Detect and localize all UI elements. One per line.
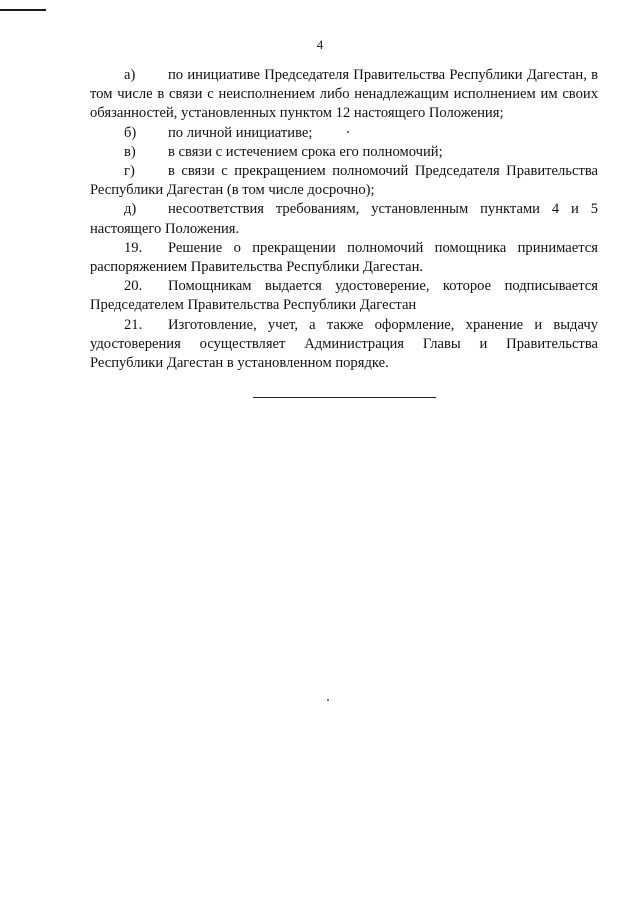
clause-21: [90, 316, 598, 374]
page-number: 4: [316, 37, 324, 52]
list-item-b: [90, 124, 598, 143]
paragraph-text: Изготовление, учет, а также оформление, хранение и выдачу удостоверения осуществляет Администрация Главы и Правительства Республики Дагестан в установленном порядке.: [90, 316, 598, 372]
clause-number: 21.: [124, 316, 143, 333]
paragraph-text: Решение о прекращении полномочий помощника принимается распоряжением Правительства Республики Дагестан.: [90, 239, 598, 276]
clause-19: [90, 239, 598, 277]
paragraph-text: в связи с прекращением полномочий Председателя Правительства Республики Дагестан (в том числе досрочно);: [90, 163, 598, 199]
paragraph-text: по личной инициативе;: [168, 124, 313, 141]
list-item-d: [90, 200, 598, 238]
paragraph-text: Помощникам выдается удостоверение, которое подписывается Председателем Правительства Республики Дагестан: [90, 278, 598, 314]
list-marker: а): [124, 67, 136, 83]
clause-20: [90, 277, 598, 315]
list-marker: г): [124, 163, 135, 180]
document-body: [90, 66, 598, 373]
list-item-a: [90, 66, 598, 124]
end-divider: [253, 397, 436, 398]
paragraph-text: несоответствия требованиям, установленным пунктами 4 и 5 настоящего Положения.: [90, 201, 598, 237]
scan-speck: [327, 699, 329, 701]
list-marker: в): [124, 143, 136, 160]
scan-speck: [347, 131, 349, 133]
list-marker: б): [124, 124, 137, 141]
list-marker: д): [124, 201, 137, 218]
scan-edge-mark: [0, 9, 46, 11]
clause-number: 19.: [124, 239, 143, 256]
paragraph-text: в связи с истечением срока его полномочий;: [168, 143, 443, 160]
list-item-v: [90, 143, 598, 162]
list-item-g: [90, 162, 598, 200]
clause-number: 20.: [124, 278, 143, 295]
paragraph-text: по инициативе Председателя Правительства Республики Дагестан, в том числе в связи с неисполнением либо ненадлежащим исполнением им своих обязанностей, установленных пунктом 12 настоящего Положения;: [90, 67, 598, 122]
